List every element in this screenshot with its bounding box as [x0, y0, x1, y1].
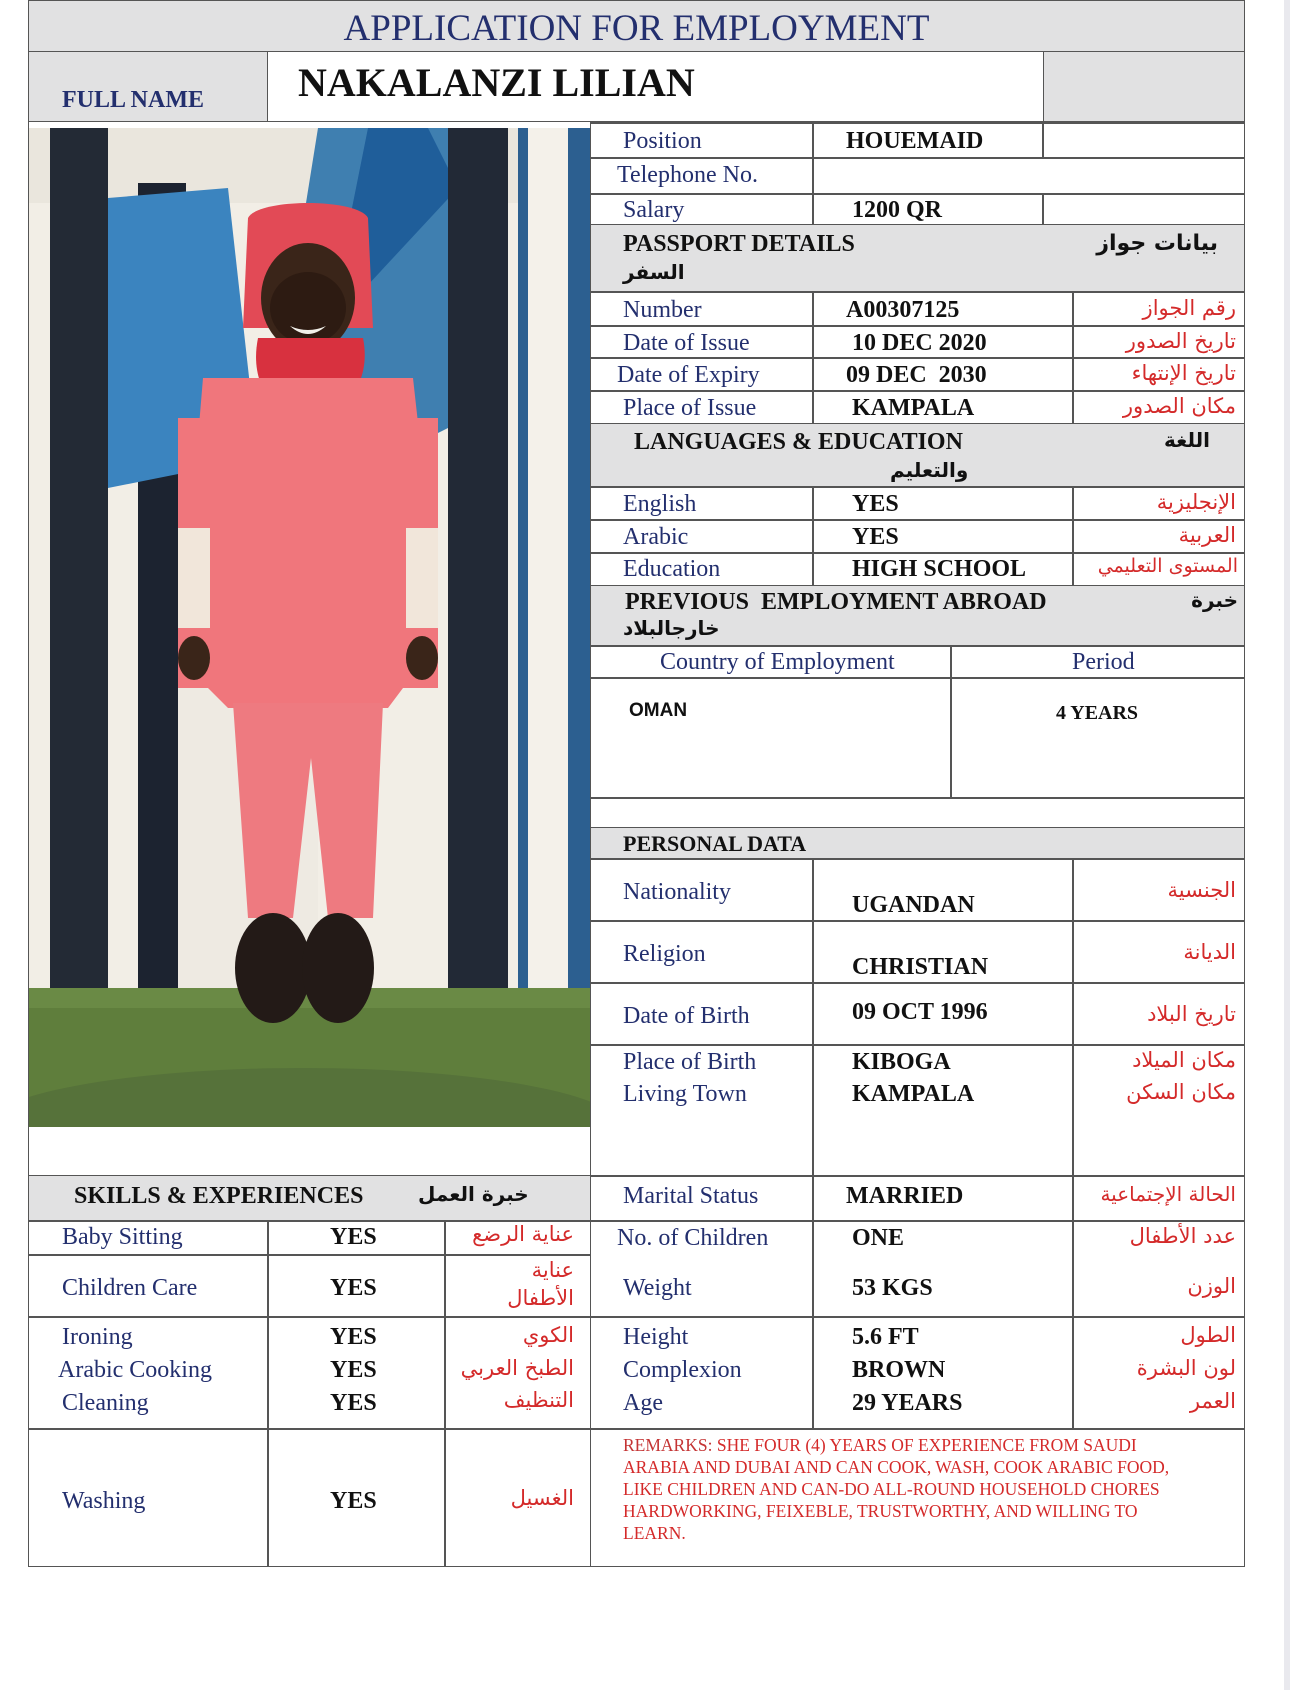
nationality-ar: الجنسية — [1167, 878, 1236, 902]
remarks-line-4: HARDWORKING, FEIXEBLE, TRUSTWORTHY, AND WILLING TO — [623, 1501, 1138, 1521]
passport-number-value: A00307125 — [846, 297, 960, 323]
skill-washing-ar: الغسيل — [510, 1486, 574, 1510]
left-panel — [28, 122, 591, 1567]
salary-value: 1200 QR — [852, 197, 942, 223]
height-value: 5.6 FT — [852, 1324, 919, 1350]
passport-header-ar: بيانات جواز — [1096, 231, 1218, 256]
age-label: Age — [623, 1390, 663, 1416]
previous-employment-header-label: PREVIOUS EMPLOYMENT ABROAD — [625, 589, 1047, 615]
telephone-label: Telephone No. — [617, 162, 758, 188]
skills-header-label: SKILLS & EXPERIENCES — [74, 1183, 364, 1209]
place-of-issue-value: KAMPALA — [852, 395, 975, 421]
skill-baby-sitting-label: Baby Sitting — [62, 1224, 183, 1250]
date-of-issue-label: Date of Issue — [623, 330, 750, 356]
remarks-label: REMARKS: — [623, 1435, 713, 1455]
weight-label: Weight — [623, 1275, 692, 1301]
weight-value: 53 KGS — [852, 1275, 933, 1301]
place-of-issue-label: Place of Issue — [623, 395, 757, 421]
skill-washing-label: Washing — [62, 1488, 146, 1514]
height-ar: الطول — [1180, 1323, 1236, 1347]
full-name-label: FULL NAME — [62, 87, 205, 113]
period-header: Period — [1072, 649, 1135, 675]
complexion-label: Complexion — [623, 1357, 742, 1383]
children-count-value: ONE — [852, 1225, 905, 1251]
children-count-ar: عدد الأطفال — [1129, 1224, 1236, 1248]
skill-ironing-ar: الكوي — [522, 1323, 574, 1347]
place-of-birth-value: KIBOGA — [852, 1049, 951, 1075]
remarks-line-1: SHE FOUR (4) YEARS OF EXPERIENCE FROM SAUDI — [716, 1435, 1137, 1455]
skill-ironing-value: YES — [330, 1324, 377, 1350]
personal-data-header-label: PERSONAL DATA — [623, 831, 807, 856]
nationality-label: Nationality — [623, 879, 731, 905]
education-ar: المستوى التعليمي — [1097, 555, 1238, 577]
arabic-label: Arabic — [623, 524, 689, 550]
religion-value: CHRISTIAN — [852, 954, 989, 980]
passport-header-label: PASSPORT DETAILS — [623, 231, 855, 257]
remarks-line-2: ARABIA AND DUBAI AND CAN COOK, WASH, COOK ARABIC FOOD, — [623, 1457, 1170, 1477]
marital-status-value: MARRIED — [846, 1183, 964, 1209]
complexion-ar: لون البشرة — [1136, 1356, 1236, 1380]
skill-washing-value: YES — [330, 1488, 377, 1514]
previous-country-value: OMAN — [629, 700, 688, 721]
place-of-birth-ar: مكان الميلاد — [1132, 1048, 1236, 1072]
children-count-label: No. of Children — [617, 1225, 769, 1251]
remarks-line-3: LIKE CHILDREN AND CAN-DO ALL-ROUND HOUSEHOLD CHORES — [623, 1479, 1160, 1499]
date-of-birth-label: Date of Birth — [623, 1003, 750, 1029]
skill-children-care-ar2: الأطفال — [507, 1286, 574, 1310]
weight-ar: الوزن — [1187, 1274, 1236, 1298]
place-of-birth-label: Place of Birth — [623, 1049, 757, 1075]
date-of-expiry-ar: تاريخ الإنتهاء — [1131, 361, 1236, 385]
marital-status-label: Marital Status — [623, 1183, 759, 1209]
page-edge — [1284, 0, 1290, 1690]
skill-arabic-cooking-ar: الطبخ العربي — [460, 1356, 574, 1380]
date-of-birth-value: 09 OCT 1996 — [852, 999, 988, 1025]
skill-arabic-cooking-value: YES — [330, 1357, 377, 1383]
date-of-issue-ar: تاريخ الصدور — [1125, 329, 1236, 353]
date-of-issue-value: 10 DEC 2020 — [852, 330, 987, 356]
skill-children-care-ar: عناية — [531, 1258, 574, 1282]
passport-number-ar: رقم الجواز — [1142, 296, 1236, 320]
position-label: Position — [623, 128, 702, 154]
salary-label: Salary — [623, 197, 685, 223]
living-town-ar: مكان السكن — [1126, 1080, 1236, 1104]
previous-period-value: 4 YEARS — [1056, 702, 1139, 724]
height-label: Height — [623, 1324, 689, 1350]
english-label: English — [623, 491, 697, 517]
country-of-employment-header: Country of Employment — [660, 649, 895, 675]
religion-label: Religion — [623, 941, 706, 967]
page-title: APPLICATION FOR EMPLOYMENT — [343, 8, 930, 49]
complexion-value: BROWN — [852, 1357, 946, 1383]
remarks-line-5: LEARN. — [623, 1523, 686, 1543]
full-name-extra-cell — [1043, 51, 1245, 122]
living-town-label: Living Town — [623, 1081, 747, 1107]
skill-children-care-label: Children Care — [62, 1275, 198, 1301]
english-value: YES — [852, 491, 899, 517]
skill-arabic-cooking-label: Arabic Cooking — [58, 1357, 212, 1383]
previous-employment-header-ar2: خارجالبلاد — [623, 616, 720, 640]
living-town-value: KAMPALA — [852, 1081, 975, 1107]
skill-ironing-label: Ironing — [62, 1324, 133, 1350]
skills-header-ar: خبرة العمل — [418, 1182, 529, 1206]
skill-baby-sitting-value: YES — [330, 1224, 377, 1250]
passport-number-label: Number — [623, 297, 702, 323]
passport-header-ar2: السفر — [623, 260, 685, 284]
full-name-value: NAKALANZI LILIAN — [298, 60, 695, 105]
education-label: Education — [623, 556, 721, 582]
skill-cleaning-label: Cleaning — [62, 1390, 149, 1416]
date-of-birth-ar: تاريخ البلاد — [1147, 1002, 1236, 1026]
skill-children-care-value: YES — [330, 1275, 377, 1301]
nationality-value: UGANDAN — [852, 892, 975, 918]
languages-header-ar: اللغة — [1164, 428, 1210, 452]
previous-employment-header-ar: خبرة — [1191, 588, 1238, 612]
arabic-ar: العربية — [1178, 523, 1236, 547]
age-ar: العمر — [1189, 1389, 1236, 1413]
position-value: HOUEMAID — [846, 128, 984, 154]
date-of-expiry-value: 09 DEC 2030 — [846, 362, 987, 388]
marital-status-ar: الحالة الإجتماعية — [1100, 1182, 1236, 1206]
skill-cleaning-value: YES — [330, 1390, 377, 1416]
religion-ar: الديانة — [1183, 940, 1236, 964]
age-value: 29 YEARS — [852, 1390, 963, 1416]
skill-baby-sitting-ar: عناية الرضع — [472, 1222, 574, 1246]
place-of-issue-ar: مكان الصدور — [1122, 394, 1236, 418]
english-ar: الإنجليزية — [1156, 490, 1236, 514]
languages-header-label: LANGUAGES & EDUCATION — [634, 429, 963, 455]
education-value: HIGH SCHOOL — [852, 556, 1027, 582]
languages-header-ar2: والتعليم — [890, 458, 969, 482]
date-of-expiry-label: Date of Expiry — [617, 362, 760, 388]
remarks — [623, 1434, 1233, 1544]
arabic-value: YES — [852, 524, 899, 550]
skill-cleaning-ar: التنظيف — [503, 1388, 574, 1412]
